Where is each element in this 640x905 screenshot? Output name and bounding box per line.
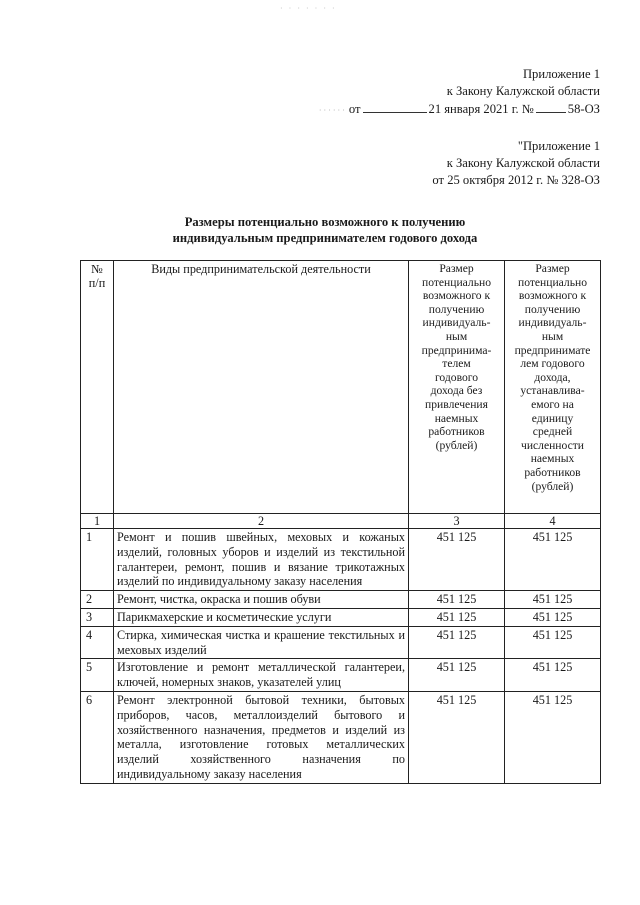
header-text-line: устанавлива- [520, 384, 585, 398]
column-number: 4 [505, 514, 601, 529]
income-per-worker-cell: 451 125 [505, 591, 601, 609]
header-text-line: средней [532, 425, 573, 439]
column-numbers-row [81, 514, 601, 529]
header-text-line: предпринимате [514, 343, 591, 357]
header-text-line: дохода без [430, 384, 483, 398]
header-text-line: ным [541, 329, 564, 343]
table-header-row [81, 261, 601, 514]
header-text-line: возможного к [518, 289, 587, 303]
row-number: 4 [81, 626, 114, 659]
amended-appendix-header [432, 138, 600, 189]
header-text-line: лем годового [520, 357, 585, 371]
header-text-line: работников [524, 465, 581, 479]
column-number: 3 [409, 514, 505, 529]
header-text-line: годового [434, 370, 479, 384]
income-no-workers-cell: 451 125 [409, 608, 505, 626]
income-per-worker-cell: 451 125 [505, 626, 601, 659]
scan-artifact: · · · · · · · [280, 4, 337, 13]
income-no-workers-cell: 451 125 [409, 529, 505, 591]
date-prefix: от [348, 102, 361, 116]
amended-line-2: к Закону Калужской области [446, 156, 600, 170]
income-no-workers-cell: 451 125 [409, 591, 505, 609]
row-number: 3 [81, 608, 114, 626]
header-text-line: Размер [535, 262, 570, 275]
header-text-line: наемных [530, 452, 575, 466]
income-no-workers-cell: 451 125 [409, 691, 505, 783]
column-number: 2 [114, 514, 409, 529]
header-text-line: индивидуаль- [422, 316, 491, 330]
header-text-line: № [91, 262, 103, 276]
title-line-2: индивидуальным предпринимателем годового дохода [172, 231, 478, 245]
header-text-line: предпринима- [421, 343, 492, 357]
amended-line-3: от 25 октября 2012 г. № 328-ОЗ [432, 173, 600, 187]
header-text-line: наемных [434, 411, 479, 425]
appendix-header [319, 66, 600, 119]
activity-cell: Ремонт, чистка, окраска и пошив обуви [114, 591, 409, 609]
header-text-line: дохода, [534, 370, 571, 384]
appendix-line-2: к Закону Калужской области [446, 84, 600, 98]
header-text-line: емого на [531, 397, 574, 411]
table-row [81, 659, 601, 692]
income-table [80, 260, 601, 784]
header-text-line: телем [442, 357, 471, 371]
table-row [81, 591, 601, 609]
activity-cell: Изготовление и ремонт металлической галантереи, ключей, номерных знаков, указателей улиц [114, 659, 409, 692]
header-text-line: индивидуаль- [518, 316, 587, 330]
header-text-line: (рублей) [435, 438, 478, 452]
row-number: 5 [81, 659, 114, 692]
scan-artifact: · · · · · · [318, 106, 345, 115]
header-text-line: численности [520, 438, 585, 452]
income-per-worker-cell: 451 125 [505, 608, 601, 626]
row-number: 1 [81, 529, 114, 591]
row-number: 6 [81, 691, 114, 783]
row-number: 2 [81, 591, 114, 609]
activity-cell: Ремонт и пошив швейных, меховых и кожаных изделий, головных уборов и изделий из текстильной галантереи, ремонт, пошив и вязание трикотажных изделий по индивидуальному заказу населения [114, 529, 409, 591]
header-text-line: получению [524, 302, 581, 316]
header-text-line: единицу [531, 411, 574, 425]
number-blank-line [536, 100, 566, 113]
header-num [81, 261, 114, 514]
header-text-line: привлечения [425, 397, 488, 411]
appendix-line-1: Приложение 1 [522, 67, 600, 81]
column-number: 1 [81, 514, 114, 529]
header-income-per-worker [505, 261, 601, 514]
activity-cell: Стирка, химическая чистка и крашение текстильных и меховых изделий [114, 626, 409, 659]
income-no-workers-cell: 451 125 [409, 626, 505, 659]
table-row [81, 608, 601, 626]
header-text-line: ным [445, 329, 468, 343]
income-per-worker-cell: 451 125 [505, 659, 601, 692]
header-text-line: возможного к [422, 289, 491, 303]
table-row [81, 691, 601, 783]
header-text-line: п/п [88, 276, 106, 290]
date-value: 21 января 2021 г. № [428, 102, 534, 116]
income-per-worker-cell: 451 125 [505, 691, 601, 783]
header-text-line: работников [428, 425, 485, 439]
activity-cell: Ремонт электронной бытовой техники, бытовых приборов, часов, металлоизделий бытового и хозяйственного назначения, предметов и изделий из металла, изготовление готовых металлических изделий хозяйственного назначения по индивидуальному заказу населения [114, 691, 409, 783]
header-text-line: (рублей) [531, 479, 574, 493]
amended-line-1: "Приложение 1 [517, 139, 600, 153]
appendix-date-line [319, 100, 600, 119]
table-row [81, 626, 601, 659]
header-text-line: получению [428, 302, 485, 316]
activity-cell: Парикмахерские и косметические услуги [114, 608, 409, 626]
title-line-1: Размеры потенциально возможного к получению [184, 215, 466, 229]
table-row [81, 529, 601, 591]
header-text-line: потенциально [518, 275, 587, 289]
law-number: 58-ОЗ [567, 102, 600, 116]
document-title [110, 214, 540, 246]
header-text-line: Размер [439, 262, 474, 275]
header-activity: Виды предпринимательской деятельности [114, 261, 409, 514]
header-text-line: потенциально [422, 275, 491, 289]
date-blank-line [363, 100, 427, 113]
income-per-worker-cell: 451 125 [505, 529, 601, 591]
income-no-workers-cell: 451 125 [409, 659, 505, 692]
header-income-no-workers [409, 261, 505, 514]
